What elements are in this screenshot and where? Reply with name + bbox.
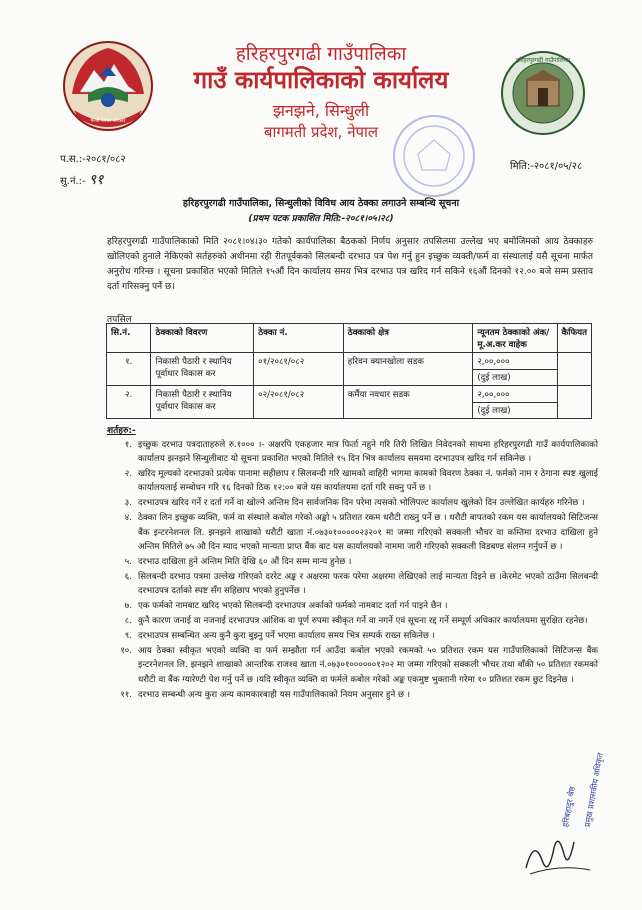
col-header-area: ठेक्काको क्षेत्र bbox=[343, 324, 473, 353]
term-item bbox=[108, 688, 598, 702]
municipality-name: हरिहरपुरगढी गाउँपालिका bbox=[235, 43, 407, 65]
cell-remarks bbox=[557, 353, 591, 386]
term-item bbox=[108, 629, 598, 643]
term-item bbox=[108, 570, 598, 598]
terms-list bbox=[108, 438, 598, 703]
letter-number: प.स.:-२०८१/०८२ bbox=[60, 154, 126, 165]
dispatch-number bbox=[60, 170, 103, 189]
term-item bbox=[108, 511, 598, 553]
province-name: बागमती प्रदेश, नेपाल bbox=[263, 123, 379, 141]
term-text: दरभाउपत्र खरिद गर्ने र दर्ता गर्ने वा खोल्ने अन्तिम दिन सार्वजनिक दिन परेमा त्यसको भोलिपल्ट कार्यालय खुलेको दिन उल्लेखित कार्यहरु गरिनेछ । bbox=[138, 498, 585, 509]
term-number: ७. bbox=[124, 601, 132, 612]
term-text: खरिद मूल्यको दरभाउको प्रत्येक पानामा सहीछाप र सिलबन्दी गरि खामको वाहिरी भागमा कामको विवरण ठेक्का नं. फर्मको नाम र ठेगाना स्पष्ट खुलाई कार्यालयलाई सम्बोधन गरि १६ दिनको ठिक १२:०० बजे यस कार्यालयमा दर्ता गरि सक्नु पर्ने छ । bbox=[138, 469, 598, 494]
details-label: तपसिल bbox=[107, 315, 132, 325]
emblem-ribbon-text: मन्त्री नेपाल सरकार bbox=[90, 118, 126, 124]
term-text: सिलबन्दी दरभाउ पत्रमा उल्लेख गरिएको दररेट अङ्क र अक्षरमा फरक परेमा अक्षरमा लेखिएको लाई मान्यता दिइने छ ।केरमेट भएको ठाउँमा सिलबन्दी दरभाउपत्र दर्ताको स्पष्ट सँग सहिछाप भएको हुनुपर्नेछ । bbox=[138, 571, 598, 596]
term-number: ५. bbox=[124, 556, 132, 567]
cell-area: हरिवन क्यानखोला सडक bbox=[343, 353, 473, 386]
term-text: दरभाउपत्र सम्बन्धित अन्य कुनै कुरा बुझ्नु पर्ने भएमा कार्यालय समय भित्र सम्पर्क राख्न सकिनेछ । bbox=[138, 631, 435, 642]
term-item bbox=[108, 644, 598, 686]
signature-icon bbox=[520, 818, 610, 888]
term-item bbox=[108, 599, 598, 613]
cell-area: कर्मैया नवधार सडक bbox=[343, 386, 473, 419]
cell-description: निकासी पैठारी र स्थानिय पूर्वाधार विकास कर bbox=[151, 386, 254, 419]
amount-figure: २,००,००० bbox=[477, 390, 510, 400]
table-header-row bbox=[107, 324, 592, 353]
terms-title: शर्तहरु:- bbox=[107, 426, 136, 436]
dispatch-handwritten-number: ९१ bbox=[88, 172, 104, 188]
term-number: ११. bbox=[120, 689, 132, 700]
col-header-amount: न्यूनतम ठेक्काको अंक/मू.अ.कर वाहेक bbox=[473, 324, 557, 353]
term-text: एक फर्मको नामबाट खरिद भएको सिलबन्दी दरभाउपत्र अर्काको फर्मको नामबाट दर्ता गर्न पाइने छैन । bbox=[138, 601, 448, 612]
dispatch-label: सु.नं.:- bbox=[60, 176, 86, 187]
amount-figure: २,००,००० bbox=[477, 357, 510, 367]
office-name: गाउँ कार्यपालिकाको कार्यालय bbox=[193, 66, 449, 94]
contract-table bbox=[106, 323, 592, 419]
term-item bbox=[108, 467, 598, 495]
term-number: ९. bbox=[124, 631, 132, 642]
term-number: ६. bbox=[124, 571, 132, 582]
notice-title: हरिहरपुरगढी गाउँपालिका, सिन्धुलीको विविध आय ठेक्का लगाउने सम्बन्धि सूचना bbox=[182, 198, 460, 209]
amount-words: (दुई लाख) bbox=[473, 369, 556, 383]
term-text: इच्छुक दरभाउ पत्रदाताहरुले रु.१००० ।- अक्षरपि एकहजार मात्र फिर्ता नहुने गरि तिरी लिखित निवेदनको साथमा हरिहरपुरगढी गाउँ कार्यपालिकाको कार्यालय झनझने सिन्धुलीबाट यो सूचना प्रकाशित भएको मितिले १५ दिन भित्र कार्यालय समयमा दरभाउपत्र खरिद गर्न सकिनेछ । bbox=[138, 440, 598, 465]
cell-description: निकासी पैठारी र स्थानिय पूर्वाधार विकास कर bbox=[151, 353, 254, 386]
col-header-description: ठेक्काको विवरण bbox=[151, 324, 254, 353]
signatory-title: प्रमुख प्रशासकीय अधिकृत bbox=[582, 752, 605, 828]
term-item bbox=[108, 555, 598, 569]
signatory-name: हरिबहादुर श्रेष्ठ bbox=[560, 785, 577, 828]
col-header-remarks: कैफियत bbox=[557, 324, 591, 353]
amount-words: (दुई लाख) bbox=[473, 402, 556, 416]
term-number: ३. bbox=[124, 498, 132, 509]
col-header-sn: सि.नं. bbox=[107, 324, 151, 353]
logo-ring-text: हरिहरपुरगढी गाउँपालिका bbox=[516, 57, 570, 64]
term-number: २. bbox=[124, 469, 132, 480]
cell-contract-no: ०२/२०८१/०८२ bbox=[254, 386, 344, 419]
term-number: १०. bbox=[120, 646, 132, 657]
term-text: ठेक्का लिन इच्छुक व्यक्ति, फर्म वा संस्थाले कबोल गरेको अङ्को ५ प्रतिशत रकम धरौटी राख्नु पर्ने छ । धरौटी बापतको रकम यस कार्यालयको सिटिजन्स बैंक इन्टरनेशनल लि. झनझने शाखाको धरौटी खाता नं.०७३०१०००००२३२०१ मा जम्मा गरिएको सक्कली भौचर वा कम्तिमा दरभाउ दाखिला हुने अन्तिम मितिले ७५ औ दिन म्याद भएको मान्यता प्राप्त बैंक बाट यस कार्यालयको नाममा जारी गरिएको सक्कली विडबण्ड संलग्न गर्नुपर्ने छ । bbox=[138, 513, 598, 552]
term-text: दरभाउ दाखिला हुने अन्तिम मिति देखि ६० औं दिन सम्म मान्य हुनेछ । bbox=[138, 556, 352, 567]
cell-remarks bbox=[557, 386, 591, 419]
notice-subtitle: (प्रथम पटक प्रकाशित मिति:-२०८१।०५।२८) bbox=[248, 214, 394, 224]
term-text: कुनै कारण जनाई वा नजनाई दरभाउपत्र आंशिक वा पूर्ण रुपमा स्वीकृत गर्ने वा नगर्ने एवं सूचना रद्द गर्ने सम्पूर्ण अधिकार कार्यालयमा सुरक्षित रहनेछ। bbox=[138, 616, 588, 627]
col-header-contract-no: ठेक्का नं. bbox=[254, 324, 344, 353]
term-item bbox=[108, 614, 598, 628]
term-number: ४. bbox=[124, 513, 132, 524]
cell-amount bbox=[473, 353, 557, 386]
term-item bbox=[108, 438, 598, 466]
cell-contract-no: ०१/२०८१/०८२ bbox=[254, 353, 344, 386]
office-location: झनझने, सिन्धुली bbox=[272, 101, 370, 120]
table-row bbox=[107, 386, 592, 419]
term-text: दरभाउ सम्बन्धी अन्य कुरा अन्य कामकारबाही यस गाउँपालिकाको नियम अनुसार हुने छ । bbox=[138, 689, 410, 700]
notice-intro: हरिहरपुरगढी गाउँपालिकाको मिति २०८१।०४।३० गतेको कार्यपालिका बैठकको निर्णय अनुसार तपसिलमा उल्लेख भए बमोजिमको आय ठेक्काहरु खोलिएको हुनाले नेकिएको सर्तहरुको अधीनमा रही रीतपूर्वकको सिलबन्दी दरभाउ पत्र पेश गर्नु हुन इच्छुक व्यक्ती/फर्म वा संस्थालाई यसै सूचना मार्फत अनुरोध गरिन्छ । सूचना प्रकाशित भएको मितिले १५औं दिन कार्यालय समय भित्र दरभाउ पत्र खरिद गर्न सकिने १६औं दिनको १२.०० बजे सम्म प्रस्ताव दर्ता गरिसक्नु पर्ने छ। bbox=[107, 237, 593, 292]
cell-amount bbox=[473, 386, 557, 419]
cell-sn: २. bbox=[107, 386, 151, 419]
table-row bbox=[107, 353, 592, 386]
letter-date: मिति:-२०८१/०५/२८ bbox=[510, 161, 583, 172]
term-number: ८. bbox=[124, 616, 132, 627]
term-number: १. bbox=[124, 440, 132, 450]
term-item bbox=[108, 496, 598, 510]
term-text: आय ठेक्का स्वीकृत भएको व्यक्ति वा फर्म सम्झौता गर्न आउँदा कबोल भएको रकमको ५० प्रतिशत रकम यस गाउँपालिकाको सिटिजन्स बैंक इन्टरनेशनल लि. झनझने शाखाको आन्तरिक राजश्व खाता नं.०७३०१००००००१२०२ मा जम्मा गरिएको सक्कली भौचर तथा बाँकी ५० प्रतिशत रकमको धरौटी वा बैंक ग्यारेण्टी पेश गर्नु पर्ने छ ।यदि स्वीकृत व्यक्ति वा फर्मले कबोल गरेको अङ्क एकमुष्ट भुक्तानी गरेमा १० प्रतिशत रकम छुट दिइनेछ । bbox=[138, 646, 598, 685]
cell-sn: १. bbox=[107, 353, 151, 386]
